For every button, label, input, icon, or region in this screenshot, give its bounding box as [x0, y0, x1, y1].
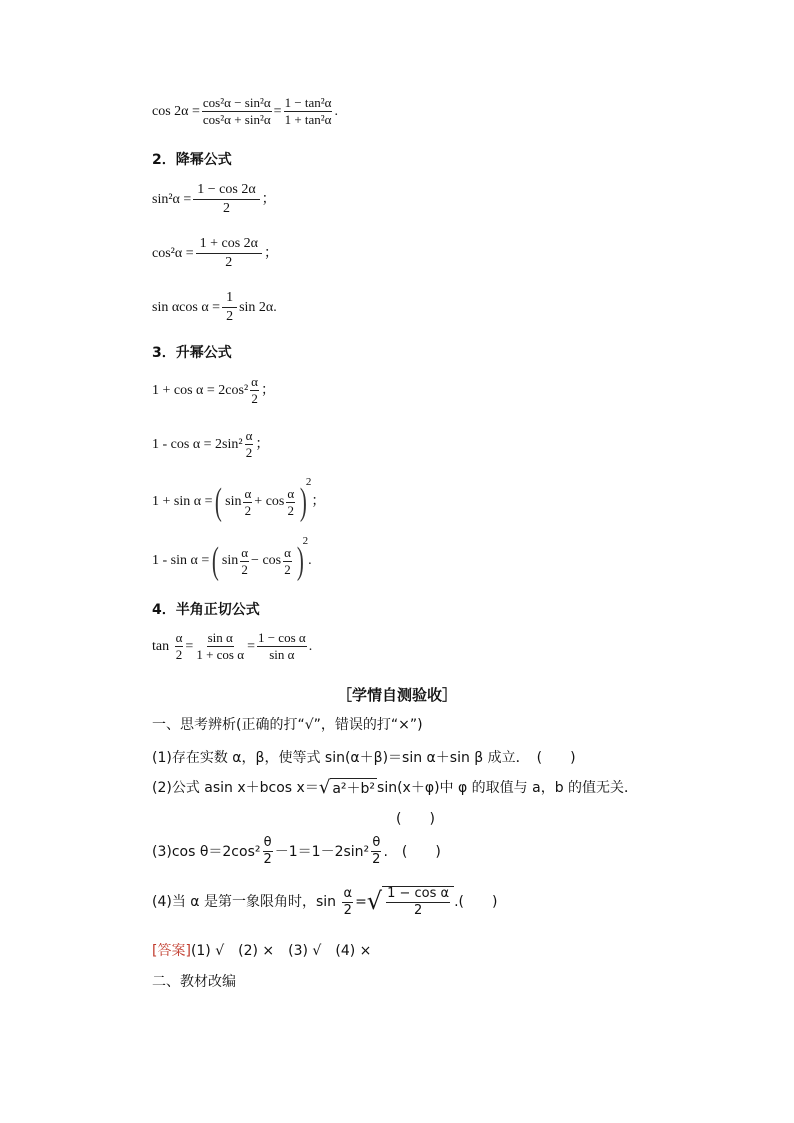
question-1: (1)存在实数 α，β，使等式 sin(α＋β)＝sin α＋sin β 成立． ( ) [152, 750, 576, 766]
section-power-raise: 3．升幂公式 [152, 345, 232, 361]
answer-tag: [答案] [152, 943, 191, 959]
cos2a-fraction-2: $\frac{\text{1 − tan²α}}{\text{1 + tan²α}}$ [284, 95, 332, 127]
raise-formula-4: 1 - sin α = ( sin $\frac{\alpha}{2}$ − cos $\frac{\alpha}{2}$ ) 2 . [152, 535, 312, 582]
section-half-angle-tangent: 4．半角正切公式 [152, 602, 260, 618]
raise-formula-3: 1 + sin α = ( sin $\frac{\alpha}{2}$ + cos $\frac{\alpha}{2}$ ) 2 ； [152, 476, 326, 523]
raise-formula-2: 1 - cos α = 2sin² $\frac{\alpha}{2}$ ； [152, 428, 270, 460]
section-power-reduce: 2．降幂公式 [152, 152, 232, 168]
sqrt-symbol: √ $\frac{\text{1 − cos α}}{2}$ [367, 886, 454, 918]
cos-squared-formula: cos²α = $\frac{1 + \cos 2\alpha}{2}$ ； [152, 236, 278, 270]
answer-line: [答案] (1) √ (2) × (3) √ (4) × [152, 943, 372, 959]
sin-cos-product-formula: sin αcos α = $\frac{1}{2}$ sin 2α. [152, 290, 277, 324]
question-4: (4)当 α 是第一象限角时，sin $\frac{\alpha}{2}$ = √ $\frac{\text{1 − cos α}}{2}$ .( ) [152, 885, 498, 918]
raise-formula-1: 1 + cos α = 2cos² $\frac{\alpha}{2}$ ； [152, 374, 275, 406]
sqrt-symbol: √ a²＋b² [318, 777, 376, 798]
cos2a-lhs: cos 2α = [152, 103, 200, 119]
question-2: (2)公式 asin x＋bcos x＝ √ a²＋b² sin(x＋φ)中 φ 的取值与 a，b 的值无关． [152, 777, 639, 798]
question-3: (3)cos θ＝2cos² $\frac{\theta}{2}$ －1＝1－2sin² $\frac{\theta}{2}$ . ( ) [152, 835, 441, 867]
cos2a-fraction-1: $\frac{\text{cos²α − sin²α}}{\text{cos²α + sin²α}}$ [202, 95, 271, 127]
part2-title: 二、教材改编 [152, 974, 236, 990]
sin-squared-formula: sin²α = $\frac{1 - \cos 2\alpha}{2}$ ； [152, 182, 276, 216]
half-tan-formula: tan $\frac{\alpha}{2}$ = $\frac{\text{sin α}}{\text{1 + cos α}}$ = $\frac{\text{1 − cos α}}{\text{sin α}}$ . [152, 630, 313, 662]
quiz-header: ［学情自测验收］ [336, 686, 457, 704]
question-2-answer-blank: ( ) [396, 811, 435, 827]
cos2a-formula: cos 2α = $\frac{\text{cos²α − sin²α}}{\text{cos²α + sin²α}}$ = $\frac{\text{1 − tan²α}}{\text{1 + tan²α}}$ . [152, 95, 338, 127]
part1-title: 一、思考辨析(正确的打“√”，错误的打“×”) [152, 717, 423, 733]
